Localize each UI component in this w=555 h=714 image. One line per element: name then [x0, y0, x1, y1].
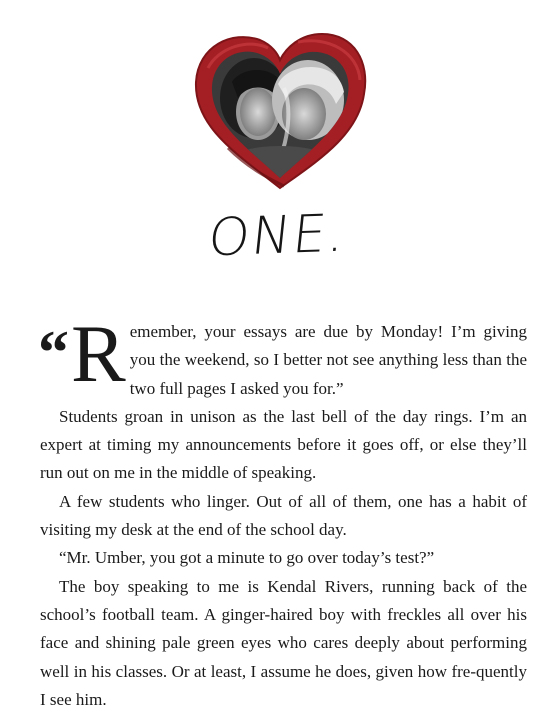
paragraph: Students groan in unison as the last bell of the day rings. I’m an expert at timing my announcements before it goes off, or else they’ll run out on me in the middle of speaking.: [40, 406, 527, 483]
chapter-body: [38, 308, 527, 714]
paragraph: A few students who linger. Out of all of them, one has a habit of visiting my desk at the end of the school day.: [40, 491, 527, 540]
opening-paragraph: [38, 308, 527, 403]
paragraph: “Mr. Umber, you got a minute to go over today’s test?”: [59, 548, 435, 568]
chapter-heading: ONE.: [205, 203, 350, 269]
dropcap-quote-mark: “: [38, 319, 69, 387]
paragraph: The boy speaking to me is Kendal Rivers, running back of the school’s football team. A ginger-haired boy with freckles all over his face and shining pale green eyes who cares deeply about performing well in his classes. Or at least, I assume he does, given how fre-quently I see him.: [40, 576, 527, 709]
dropcap-letter: R: [71, 308, 126, 399]
paragraph-text: emember, your essays are due by Monday! I’m giving you the weekend, so I better not see anything less than the two full pages I asked you for.”: [129, 322, 527, 398]
heart-portrait-illustration: [188, 28, 372, 193]
